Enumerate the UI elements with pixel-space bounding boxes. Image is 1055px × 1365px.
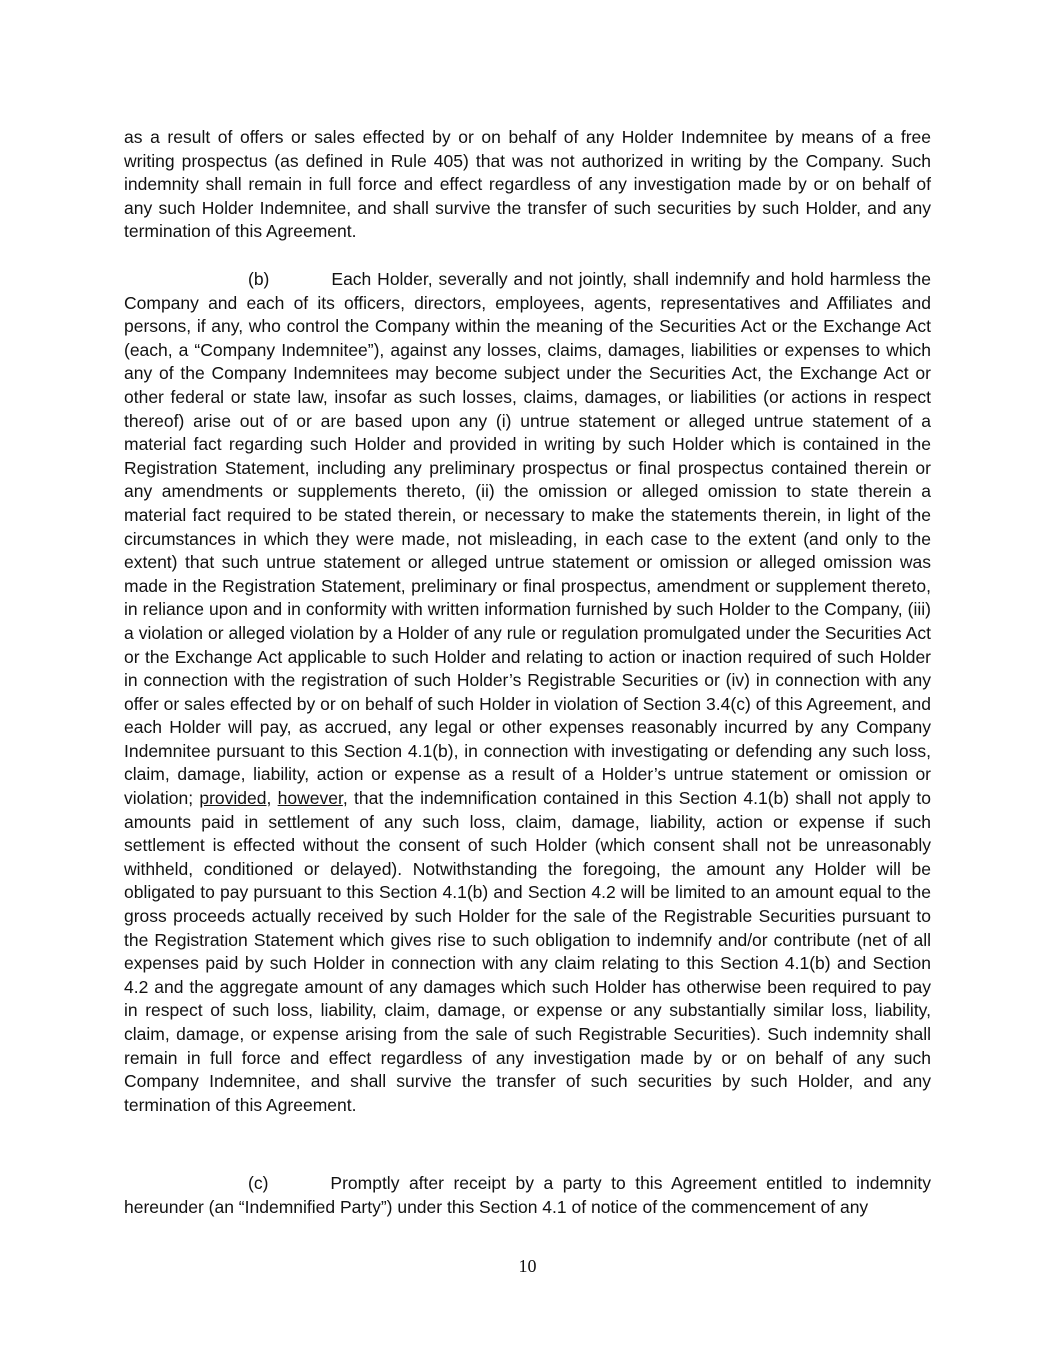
paragraph-c bbox=[124, 1172, 931, 1219]
however-term: however bbox=[277, 788, 343, 809]
paragraph-text: ”) under this Section 4.1 of notice of the commencement of any bbox=[380, 1196, 869, 1217]
paragraph-text: Promptly after receipt by a party to this Agreement entitled to indemnity hereunder (an “ bbox=[124, 1173, 931, 1217]
paragraph-text: Each Holder, severally and not jointly, shall indemnify and hold harmless the Company and each of its officers, directors, employees, agents, representatives and Affiliates and persons, if any, who control the Company within the meaning of the Securities Act or the Exchange Act (each, a “ bbox=[124, 269, 931, 360]
paragraph-text: , that the indemnification contained in this Section 4.1(b) shall not apply to amounts paid in settlement of any such loss, claim, damage, liability, action or expense if such settlement is effected without the consent of such Holder (which consent shall not be unreasonably withheld, conditioned or delayed). Notwithstanding the foregoing, the amount any Holder will be obligated to pay pursuant to this Section 4.1(b) and Section 4.2 will be limited to an amount equal to the gross proceeds actually received by such Holder for the sale of the Registrable Securities pursuant to the Registration Statement which gives rise to such obligation to indemnify and/or contribute (net of all expenses paid by such Holder in connection with any claim relating to this Section 4.1(b) and Section 4.2 and the aggregate amount of any damages which such Holder has otherwise been required to pay in respect of such loss, liability, claim, damage, or expense or any substantially similar loss, liability, claim, damage, or expense arising from the sale of such Registrable Securities). Such indemnity shall remain in full force and effect regardless of any investigation made by or on behalf of any such Company Indemnitee, and shall survive the transfer of such securities by such Holder, and any termination of this Agreement. bbox=[124, 788, 931, 1115]
paragraph-text: ”), against any losses, claims, damages, liabilities or expenses to which any of the Company Indemnitees may become subject under the Securities Act, the Exchange Act or other federal or state law, insofar as such losses, claims, damages, or liabilities (or actions in respect thereof) arise out of or are based upon any (i) untrue statement or alleged untrue statement of a material fact regarding such Holder and provided in writing by such Holder which is contained in the Registration Statement, including any preliminary prospectus or final prospectus contained therein or any amendments or supplements thereto, (ii) the omission or alleged omission to state therein a material fact required to be stated therein, or necessary to make the statements therein, in light of the circumstances in which they were made, not misleading, in each case to the extent (and only to the extent) that such untrue statement or alleged untrue statement or omission or alleged omission was made in the Registration Statement, preliminary or final prospectus, amendment or supplement thereto, in reliance upon and in conformity with written information furnished by such Holder to the Company, (iii) a violation or alleged violation by a Holder of any rule or regulation promulgated under the Securities Act or the Exchange Act applicable to such Holder and relating to action or inaction required of such Holder in connection with the registration of such Holder’s Registrable Securities or (iv) in connection with any offer or sales effected by or on behalf of such Holder in violation of Section 3.4(c) of this Agreement, and each Holder will pay, as accrued, any legal or other expenses reasonably incurred by any Company Indemnitee pursuant to this Section 4.1(b), in connection with investigating or defending any such loss, claim, damage, liability, action or expense as a result of a Holder’s untrue statement or omission or violation; bbox=[124, 339, 931, 809]
provided-term: provided bbox=[199, 788, 267, 809]
paragraph-text: , bbox=[266, 788, 278, 809]
paragraph-a-continuation bbox=[124, 126, 931, 244]
defined-term-indemnified-party: Indemnified Party bbox=[244, 1196, 381, 1217]
defined-term-company-indemnitee: Company Indemnitee bbox=[200, 339, 368, 360]
paragraph-text: as a result of offers or sales effected by or on behalf of any Holder Indemnitee by means of a free writing prospectus (as defined in Rule 405) that was not authorized in writing by the Company. Such indemnity shall remain in full force and effect regardless of any investigation made by or on behalf of any such Holder Indemnitee, and shall survive the transfer of such securities by such Holder, and any termination of this Agreement. bbox=[124, 127, 931, 242]
paragraph-marker-c: (c) bbox=[248, 1173, 269, 1193]
paragraph-b bbox=[124, 268, 931, 1117]
paragraph-marker-b: (b) bbox=[248, 269, 270, 289]
page-number: 10 bbox=[518, 1256, 537, 1276]
